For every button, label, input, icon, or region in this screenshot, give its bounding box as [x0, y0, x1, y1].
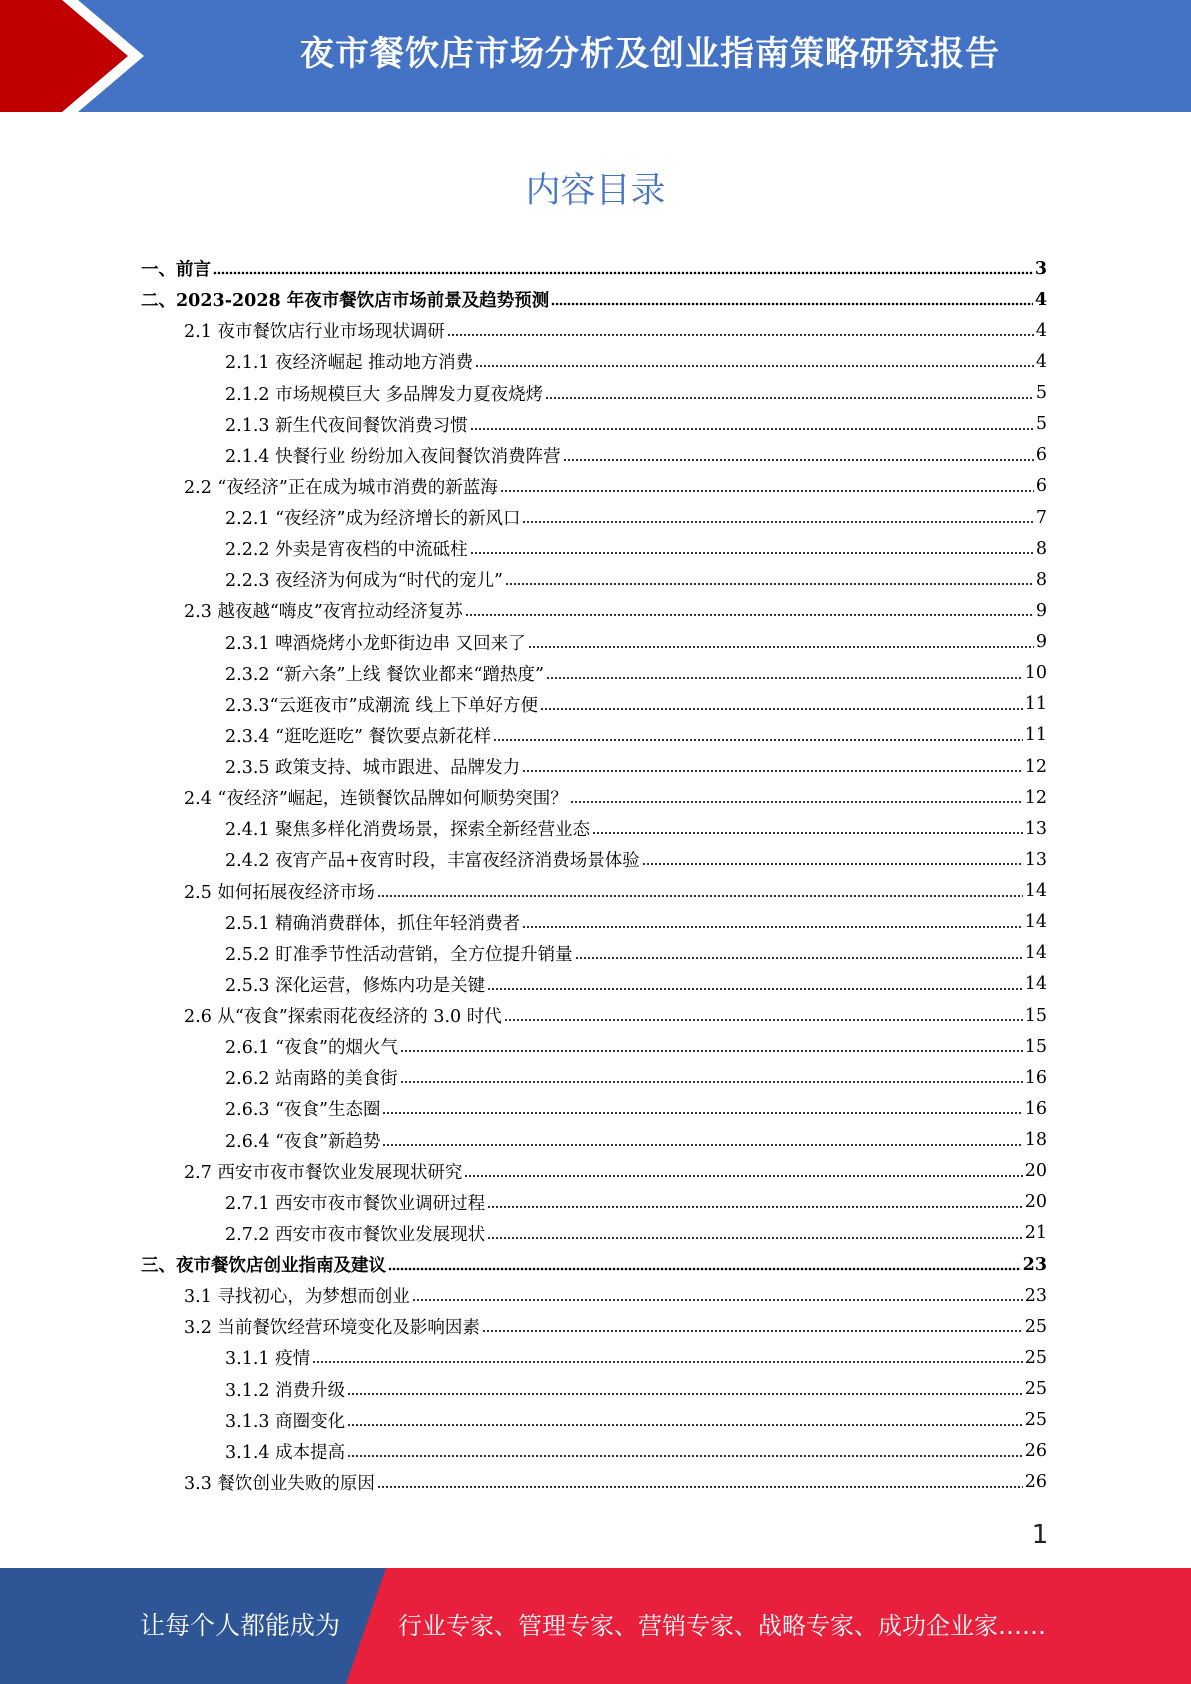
toc-leader-dots — [522, 519, 1033, 525]
toc-entry-page: 16 — [1024, 1098, 1047, 1119]
toc-entry[interactable] — [0, 844, 1191, 875]
toc-entry-page: 18 — [1024, 1130, 1047, 1150]
toc-entry-page: 13 — [1024, 818, 1047, 839]
toc-entry[interactable] — [0, 1436, 1191, 1467]
toc-entry[interactable] — [0, 689, 1191, 720]
toc-entry-label: 2.6.1 “夜食”的烟火气 — [225, 1038, 398, 1059]
toc-entry-label: 二、2023-2028 年夜市餐饮店市场前景及趋势预测 — [141, 291, 550, 312]
toc-entry-label: 2.4.1 聚焦多样化消费场景，探索全新经营业态 — [225, 820, 591, 841]
toc-entry[interactable] — [0, 346, 1191, 377]
toc-entry[interactable] — [0, 876, 1191, 907]
toc-entry-label: 3.1 寻找初心，为梦想而创业 — [184, 1287, 410, 1308]
toc-leader-dots — [382, 1142, 1022, 1148]
toc-entry-page: 16 — [1024, 1067, 1047, 1088]
toc-entry-label: 3.1.2 消费升级 — [225, 1380, 346, 1401]
toc-leader-dots — [540, 706, 1023, 712]
toc-entry-page: 14 — [1024, 943, 1047, 964]
toc-leader-dots — [312, 1359, 1023, 1365]
toc-entry-page: 13 — [1024, 849, 1047, 870]
toc-entry-label: 2.6.4 “夜食”新趋势 — [225, 1131, 381, 1152]
toc-entry-label: 2.2.1 “夜经济”成为经济增长的新风口 — [225, 509, 521, 529]
toc-entry[interactable] — [0, 1218, 1191, 1249]
toc-entry-page: 15 — [1024, 1036, 1047, 1057]
toc-entry[interactable] — [0, 1467, 1191, 1498]
toc-entry-label: 2.6 从“夜食”探索雨花夜经济的 3.0 时代 — [184, 1007, 502, 1027]
toc-entry[interactable] — [0, 969, 1191, 1000]
toc-entry-label: 2.6.3 “夜食”生态圈 — [225, 1100, 381, 1121]
toc-entry[interactable] — [0, 1342, 1191, 1373]
footer-banner — [0, 1568, 1191, 1684]
toc-entry-label: 2.4.2 夜宵产品+夜宵时段，丰富夜经济消费场景体验 — [225, 851, 640, 872]
toc-entry-label: 2.7.2 西安市夜市餐饮业发展现状 — [225, 1224, 486, 1245]
toc-entry-page: 23 — [1022, 1254, 1047, 1275]
toc-entry-label: 2.5.3 深化运营，修炼内功是关键 — [225, 975, 486, 996]
toc-entry-page: 9 — [1035, 632, 1047, 652]
toc-leader-dots — [377, 893, 1023, 899]
toc-entry[interactable] — [0, 751, 1191, 782]
toc-leader-dots — [500, 488, 1034, 494]
toc-entry-label: 2.2.2 外卖是宵夜档的中流砥柱 — [225, 540, 468, 561]
toc-leader-dots — [470, 426, 1034, 432]
toc-entry[interactable] — [0, 409, 1191, 440]
toc-entry-page: 25 — [1024, 1347, 1047, 1368]
toc-entry-label: 3.2 当前餐饮经营环境变化及影响因素 — [184, 1318, 480, 1339]
toc-entry-label: 2.6.2 站南路的美食街 — [225, 1069, 398, 1090]
toc-entry-page: 21 — [1024, 1223, 1047, 1244]
toc-entry-label: 2.1 夜市餐饮店行业市场现状调研 — [184, 322, 445, 343]
toc-entry[interactable] — [0, 1000, 1191, 1031]
toc-entry-label: 2.3.4 “逛吃逛吃” 餐饮要点新花样 — [225, 726, 492, 747]
toc-entry-page: 4 — [1035, 320, 1047, 341]
toc-leader-dots — [545, 395, 1034, 401]
toc-entry[interactable] — [0, 284, 1191, 315]
toc-entry[interactable] — [0, 720, 1191, 751]
toc-entry-label: 2.2 “夜经济”正在成为城市消费的新蓝海 — [184, 477, 498, 498]
toc-entry[interactable] — [0, 253, 1191, 284]
toc-leader-dots — [377, 1484, 1023, 1490]
toc-entry[interactable] — [0, 658, 1191, 689]
toc-entry[interactable] — [0, 1374, 1191, 1405]
toc-entry-label: 2.3.2 “新六条”上线 餐饮业都来“蹭热度” — [225, 664, 544, 685]
toc-leader-dots — [487, 986, 1023, 992]
toc-leader-dots — [213, 270, 1033, 276]
toc-leader-dots — [522, 768, 1023, 774]
toc-leader-dots — [575, 955, 1023, 961]
footer-slogan-left: 让每个人都能成为 — [140, 1611, 341, 1640]
toc-entry-label: 2.1.4 快餐行业 纷纷加入夜间餐饮消费阵营 — [225, 446, 561, 467]
toc-entry[interactable] — [0, 1062, 1191, 1093]
toc-entry[interactable] — [0, 315, 1191, 346]
toc-entry-page: 11 — [1024, 725, 1047, 746]
toc-entry[interactable] — [0, 1187, 1191, 1218]
toc-leader-dots — [546, 675, 1023, 681]
toc-entry[interactable] — [0, 938, 1191, 969]
toc-leader-dots — [347, 1422, 1023, 1428]
toc-entry-label: 2.1.3 新生代夜间餐饮消费习惯 — [225, 415, 468, 436]
toc-entry-label: 2.5.2 盯准季节性活动营销，全方位提升销量 — [225, 944, 573, 965]
toc-entry[interactable] — [0, 502, 1191, 533]
toc-entry-page: 11 — [1024, 694, 1047, 715]
toc-entry-page: 14 — [1024, 912, 1047, 933]
toc-leader-dots — [522, 924, 1023, 930]
toc-entry-page: 26 — [1024, 1441, 1047, 1462]
toc-entry-label: 3.1.3 商圈变化 — [225, 1411, 346, 1432]
toc-leader-dots — [528, 644, 1034, 650]
toc-entry-page: 26 — [1024, 1472, 1047, 1493]
toc-entry-label: 2.3.3“云逛夜市”成潮流 线上下单好方便 — [225, 695, 538, 716]
toc-leader-dots — [505, 581, 1034, 587]
toc-entry-page: 8 — [1035, 569, 1047, 590]
toc-entry-page: 4 — [1034, 289, 1047, 310]
toc-entry-page: 12 — [1024, 756, 1047, 777]
toc-entry[interactable] — [0, 1156, 1191, 1187]
toc-entry[interactable] — [0, 533, 1191, 564]
toc-entry-label: 2.3.1 啤酒烧烤小龙虾街边串 又回来了 — [225, 633, 526, 654]
toc-leader-dots — [504, 1017, 1023, 1023]
toc-heading: 内容目录 — [525, 171, 666, 211]
toc-leader-dots — [563, 457, 1034, 463]
toc-entry-label: 2.2.3 夜经济为何成为“时代的宠儿” — [225, 571, 503, 592]
page-number: 1 — [1031, 1520, 1049, 1550]
toc-entry[interactable] — [0, 1405, 1191, 1436]
toc-leader-dots — [642, 861, 1023, 867]
toc-leader-dots — [470, 550, 1034, 556]
toc-entry-label: 2.5.1 精确消费群体，抓住年轻消费者 — [225, 913, 521, 934]
toc-leader-dots — [347, 1391, 1023, 1397]
toc-entry-page: 23 — [1024, 1285, 1047, 1306]
table-of-contents — [0, 253, 1191, 1498]
toc-entry-page: 25 — [1024, 1410, 1047, 1431]
toc-entry-label: 三、夜市餐饮店创业指南及建议 — [141, 1256, 386, 1276]
toc-entry-page: 14 — [1024, 881, 1047, 901]
report-title: 夜市餐饮店市场分析及创业指南策略研究报告 — [300, 34, 1000, 74]
toc-entry-page: 5 — [1035, 414, 1047, 435]
footer-slogan-right: 行业专家、管理专家、营销专家、战略专家、成功企业家…… — [398, 1612, 1046, 1640]
toc-entry[interactable] — [0, 1031, 1191, 1062]
toc-entry[interactable] — [0, 1280, 1191, 1311]
toc-entry[interactable] — [0, 471, 1191, 502]
toc-leader-dots — [400, 1079, 1023, 1085]
toc-leader-dots — [464, 1173, 1022, 1179]
toc-entry-page: 4 — [1035, 351, 1047, 372]
toc-entry-label: 2.4 “夜经济”崛起，连锁餐饮品牌如何顺势突围？ — [184, 789, 568, 810]
toc-leader-dots — [493, 737, 1023, 743]
toc-entry[interactable] — [0, 378, 1191, 409]
toc-entry-label: 2.7 西安市夜市餐饮业发展现状研究 — [184, 1162, 463, 1183]
toc-entry-page: 15 — [1024, 1005, 1047, 1026]
toc-entry-label: 2.1.1 夜经济崛起 推动地方消费 — [225, 353, 474, 374]
toc-entry[interactable] — [0, 440, 1191, 471]
toc-entry-page: 8 — [1035, 538, 1047, 559]
toc-entry-label: 一、前言 — [141, 260, 211, 280]
toc-entry-label: 2.3 越夜越“嗨皮”夜宵拉动经济复苏 — [184, 602, 463, 623]
toc-entry[interactable] — [0, 627, 1191, 658]
toc-entry-page: 6 — [1035, 476, 1047, 497]
toc-leader-dots — [412, 1297, 1023, 1303]
toc-entry-page: 12 — [1024, 787, 1047, 808]
toc-entry[interactable] — [0, 907, 1191, 938]
toc-entry-label: 2.5 如何拓展夜经济市场 — [184, 882, 375, 903]
toc-leader-dots — [482, 1328, 1023, 1334]
toc-entry[interactable] — [0, 595, 1191, 626]
toc-entry[interactable] — [0, 1093, 1191, 1124]
toc-entry[interactable] — [0, 782, 1191, 813]
toc-entry[interactable] — [0, 813, 1191, 844]
toc-leader-dots — [465, 612, 1034, 618]
toc-entry-page: 20 — [1024, 1192, 1047, 1213]
toc-entry[interactable] — [0, 564, 1191, 595]
toc-leader-dots — [592, 830, 1023, 836]
toc-leader-dots — [487, 1204, 1023, 1210]
header-arrow-icon — [0, 0, 150, 112]
toc-entry-page: 10 — [1024, 663, 1047, 684]
toc-entry-label: 2.3.5 政策支持、城市跟进、品牌发力 — [225, 758, 521, 778]
toc-leader-dots — [347, 1453, 1023, 1459]
toc-entry-page: 25 — [1024, 1379, 1047, 1399]
toc-leader-dots — [570, 799, 1023, 805]
toc-entry-label: 2.7.1 西安市夜市餐饮业调研过程 — [225, 1193, 486, 1214]
toc-leader-dots — [382, 1110, 1022, 1116]
toc-leader-dots — [487, 1235, 1023, 1241]
toc-entry-page: 20 — [1024, 1161, 1047, 1182]
toc-entry-page: 9 — [1035, 600, 1047, 621]
toc-entry-label: 2.1.2 市场规模巨大 多品牌发力夏夜烧烤 — [225, 384, 544, 405]
toc-entry-page: 25 — [1024, 1316, 1047, 1337]
toc-entry-page: 5 — [1035, 383, 1047, 403]
toc-entry-page: 14 — [1024, 974, 1047, 995]
toc-entry[interactable] — [0, 1311, 1191, 1342]
toc-entry-page: 7 — [1035, 507, 1047, 528]
toc-leader-dots — [447, 332, 1034, 338]
toc-leader-dots — [400, 1048, 1023, 1054]
toc-leader-dots — [388, 1266, 1021, 1272]
toc-entry-label: 3.1.1 疫情 — [225, 1349, 311, 1370]
toc-entry-page: 6 — [1035, 445, 1047, 466]
header-banner — [0, 0, 1191, 112]
toc-entry-label: 3.3 餐饮创业失败的原因 — [184, 1473, 375, 1494]
toc-leader-dots — [551, 301, 1033, 307]
toc-entry-label: 3.1.4 成本提高 — [225, 1442, 346, 1463]
toc-entry-page: 3 — [1034, 258, 1047, 279]
toc-entry[interactable] — [0, 1125, 1191, 1156]
toc-entry[interactable] — [0, 1249, 1191, 1280]
toc-leader-dots — [475, 363, 1034, 369]
